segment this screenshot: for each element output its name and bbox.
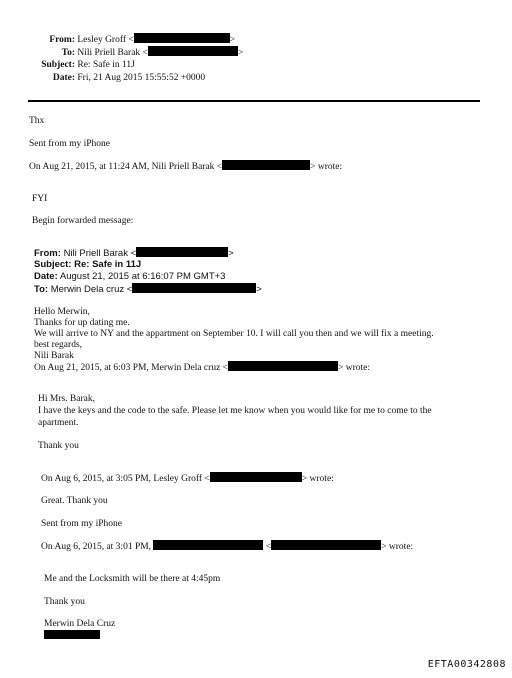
header-date-label: Date: <box>52 73 75 83</box>
quote-line-3-suffix: > wrote: <box>301 474 334 484</box>
final-line: Me and the Locksmith will be there at 4:45pm <box>44 574 221 584</box>
redaction-block <box>148 46 238 56</box>
header-to-close: > <box>237 48 244 58</box>
quote-line-1-prefix: On Aug 21, 2015, at 11:24 AM, Nili Priell Barak < <box>29 162 223 172</box>
fwd-date-value: August 21, 2015 at 6:16:07 PM GMT+3 <box>59 271 226 282</box>
fwd-from-close: > <box>228 248 234 259</box>
fwd-to-row <box>34 283 262 296</box>
fwd-name: Nili Barak <box>34 351 74 361</box>
lesley-sent: Sent from my iPhone <box>41 519 123 529</box>
redaction-block <box>132 283 256 293</box>
redaction-block <box>228 361 338 371</box>
fwd-from-value: Nili Priell Barak < <box>63 248 137 259</box>
final-signature-redaction <box>44 630 100 642</box>
redaction-block <box>136 247 228 257</box>
quote-line-2-prefix: On Aug 21, 2015, at 6:03 PM, Merwin Dela cruz < <box>34 363 229 373</box>
redaction-block <box>271 540 381 550</box>
merwin-thanks: Thank you <box>38 441 79 451</box>
header-subject-row <box>0 59 135 71</box>
bates-number: EFTA00342808 <box>427 659 506 670</box>
begin-forwarded: Begin forwarded message: <box>32 216 134 226</box>
header-from-close: > <box>229 35 236 45</box>
final-name: Merwin Dela Cruz <box>44 619 116 629</box>
quote-line-2-suffix: > wrote: <box>338 363 371 373</box>
merwin-line-2: apartment. <box>38 418 79 428</box>
fwd-subject-row <box>34 259 141 271</box>
quote-line-1 <box>29 160 342 173</box>
redaction-block <box>210 472 302 482</box>
fwd-subject-value: Re: Safe in 11J <box>74 259 142 270</box>
header-to-value: Nili Priell Barak < <box>77 48 148 58</box>
header-from-label: From: <box>49 35 75 45</box>
quote-line-2 <box>34 361 370 374</box>
redaction-block <box>222 160 310 170</box>
fwd-subject-label: Subject: <box>34 259 72 270</box>
fwd-to-close: > <box>256 284 262 295</box>
fwd-date-label: Date: <box>34 271 58 282</box>
sent-from-iphone: Sent from my iPhone <box>29 139 111 149</box>
header-subject-label: Subject: <box>41 60 75 70</box>
quote-line-4 <box>41 540 413 553</box>
quote-line-3-prefix: On Aug 6, 2015, at 3:05 PM, Lesley Groff < <box>41 474 210 484</box>
header-date-value: Fri, 21 Aug 2015 15:55:52 +0000 <box>77 73 206 83</box>
fwd-to-value: Merwin Dela cruz < <box>50 284 133 295</box>
header-to-row <box>0 46 243 59</box>
header-to-label: To: <box>61 48 75 58</box>
header-date-row <box>0 72 205 84</box>
header-from-value: Lesley Groff < <box>77 35 134 45</box>
redaction-block <box>44 630 100 639</box>
quote-line-4-suffix: > wrote: <box>381 542 414 552</box>
fwd-from-label: From: <box>34 248 61 259</box>
quote-line-4-prefix: On Aug 6, 2015, at 3:01 PM, <box>41 542 152 552</box>
thx-text: Thx <box>29 116 45 126</box>
merwin-line-1: I have the keys and the code to the safe. Please let me know when you would like for me to come to the <box>38 406 432 416</box>
merwin-greeting: Hi Mrs. Barak, <box>38 394 95 404</box>
quote-line-1-suffix: > wrote: <box>310 162 343 172</box>
lesley-great: Great. Thank you <box>41 496 108 506</box>
fwd-regards: best regards, <box>34 340 83 350</box>
final-thanks: Thank you <box>44 597 85 607</box>
fyi-text: FYI <box>32 194 48 204</box>
header-from-row <box>0 33 235 46</box>
header-divider <box>28 100 480 102</box>
quote-line-4-mid: < <box>265 542 272 552</box>
fwd-hello: Hello Merwin, <box>34 307 90 317</box>
header-subject-value: Re: Safe in 11J <box>77 60 135 70</box>
quote-line-3 <box>41 472 334 485</box>
redaction-block <box>153 540 263 550</box>
fwd-to-label: To: <box>34 284 49 295</box>
redaction-block <box>134 33 230 43</box>
fwd-date-row <box>34 271 225 283</box>
fwd-thanks: Thanks for up dating me. <box>34 318 130 328</box>
fwd-arrive: We will arrive to NY and the appartment on September 10. I will call you then and we will fix a meeting. <box>34 329 434 339</box>
